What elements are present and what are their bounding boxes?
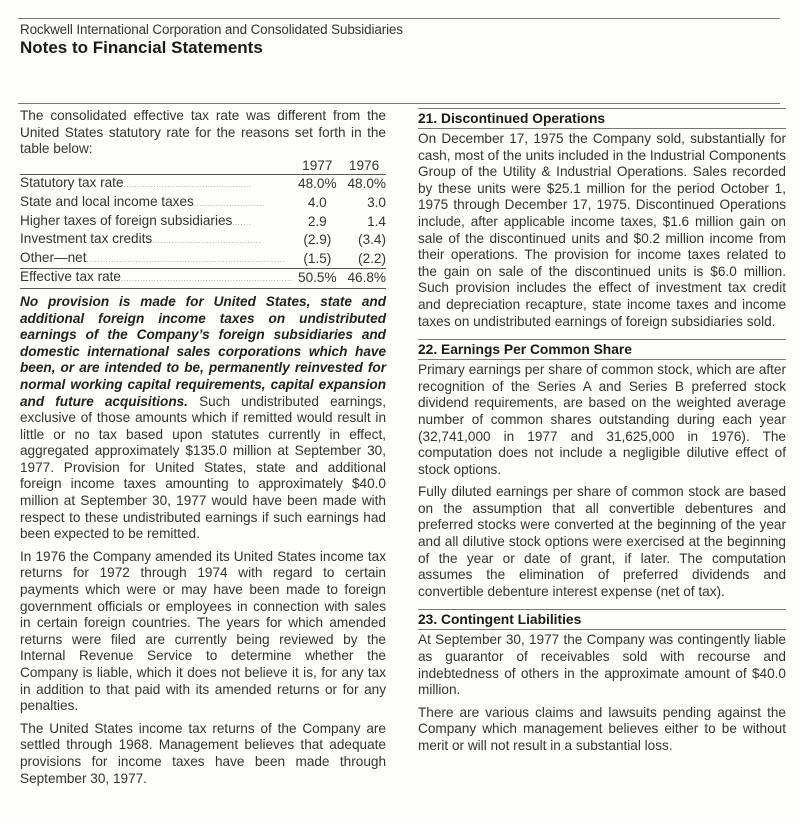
section-heading: 23. Contingent Liabilities bbox=[418, 609, 786, 630]
left-column bbox=[20, 108, 386, 793]
value-1977: (2.9) bbox=[303, 232, 332, 248]
note-22-earnings-per-share bbox=[418, 339, 786, 600]
row-label: State and local income taxes bbox=[20, 193, 194, 209]
table-row bbox=[20, 175, 386, 194]
page-title: Notes to Financial Statements bbox=[20, 38, 263, 57]
section-heading: 22. Earnings Per Common Share bbox=[418, 339, 786, 360]
section-paragraph: At September 30, 1977 the Company was contingently liable as guarantor of receivables sold with recourse and indebtedness of others in the approximate amount of $40.0 million. bbox=[418, 632, 786, 698]
leader-dots: ......................................................................... bbox=[86, 254, 286, 264]
value-1976: 3.0 bbox=[367, 194, 386, 210]
table-row bbox=[20, 213, 386, 232]
company-name: Rockwell International Corporation and Consolidated Subsidiaries bbox=[20, 22, 403, 37]
section-paragraph: Fully diluted earnings per share of common stock are based on the assumption that all convertible debentures and preferred stocks were converted at the beginning of the year and all dilutive stock options were exercised at the beginning of the year or date of grant, if later. The computation assumes the elimination of preferred dividends and convertible debenture interest expense (net of tax). bbox=[418, 484, 786, 599]
section-paragraph: There are various claims and lawsuits pending against the Company which management believes either to be without merit or will not result in a substantial loss. bbox=[418, 704, 786, 753]
header-label bbox=[20, 158, 293, 175]
total-1977: 50.5% bbox=[293, 269, 343, 289]
leader-dots: ............................................... bbox=[123, 180, 252, 190]
leader-dots: ....... bbox=[232, 217, 252, 227]
header-divider bbox=[18, 103, 780, 104]
tax-rate-table-wrap bbox=[20, 158, 386, 289]
row-label: Other—net bbox=[20, 249, 87, 265]
note-21-discontinued-operations bbox=[418, 108, 786, 330]
top-rule bbox=[18, 18, 780, 19]
value-1976: 1.4 bbox=[367, 213, 386, 229]
table-row bbox=[20, 250, 386, 269]
value-1977: 4.0 bbox=[307, 194, 327, 210]
leader-dots: ........................................ bbox=[152, 236, 262, 246]
row-label: Higher taxes of foreign subsidiaries bbox=[20, 212, 233, 228]
paragraph-rest: Such undistributed earnings, exclusive of those amounts which if remitted would result in little or no tax based upon statutes currently in effect, aggregated approximately $135.0 million at September 30, 1977. Provision for United States, state and additional foreign income taxes amounting to approximately $40.0 million at September 30, 1977 would have been made with respect to these undistributed earnings if such earnings had been expected to be remitted. bbox=[20, 393, 386, 542]
table-total-row bbox=[20, 269, 386, 289]
row-label: Statutory tax rate bbox=[20, 175, 124, 191]
amended-returns-paragraph: In 1976 the Company amended its United States income tax returns for 1972 through 1974 with regard to certain payments which were or may have been made to foreign government officials or employees in connection with sales in certain foreign countries. The years for which amended returns were filed are currently being reviewed by the Internal Revenue Service to determine whether the Company is liable, which it does not believe it is, for any tax in addition to that paid with its amended returns or for any penalties. bbox=[20, 548, 386, 714]
settled-returns-paragraph: The United States income tax returns of the Company are settled through 1968. Management believes that adequate provisions for income taxes have been made through September 30, 1977. bbox=[20, 720, 386, 786]
value-1977: 2.9 bbox=[307, 213, 327, 229]
section-heading: 21. Discontinued Operations bbox=[418, 108, 786, 129]
header-1977: 1977 bbox=[293, 158, 343, 175]
value-1976: (2.2) bbox=[358, 250, 386, 266]
value-1977: 48.0% bbox=[298, 176, 337, 192]
total-1976: 46.8% bbox=[342, 269, 386, 289]
italic-lead: No provision is made for United States, state and additional foreign income taxes on undistributed earnings of the Company’s foreign subsidiaries and domestic international sales corporations which have been, or are intended to be, permanently reinvested for normal working capital requirements, capital expansion and future acquisitions. bbox=[20, 293, 386, 409]
tax-rate-intro: The consolidated effective tax rate was different from the United States statutory rate for the reasons set forth in the table below: bbox=[20, 108, 386, 157]
row-label: Investment tax credits bbox=[20, 231, 153, 247]
header-1976: 1976 bbox=[342, 158, 386, 175]
value-1976: (3.4) bbox=[358, 232, 386, 248]
value-1976: 48.0% bbox=[347, 176, 386, 192]
tax-rate-table bbox=[20, 158, 386, 289]
table-row bbox=[20, 231, 386, 250]
value-1977: (1.5) bbox=[303, 250, 332, 266]
leader-dots: ............................................................... bbox=[121, 274, 293, 284]
total-label: Effective tax rate bbox=[20, 269, 121, 285]
note-23-contingent-liabilities bbox=[418, 609, 786, 754]
undistributed-earnings-paragraph bbox=[20, 294, 386, 543]
section-paragraph: On December 17, 1975 the Company sold, substantially for cash, most of the units included in the Industrial Components Group of the Utility & Industrial Operations. Sales recorded by these units were $25.1 million for the period October 1, 1975 through December 17, 1975. Discontinued Operations include, after applicable income taxes, $1.6 million gain on sale of the discontinued units and $0.2 million income from their operations. The provision for income taxes related to the gain on sale of the discontinued units is $6.0 million. Such provision includes the effect of investment tax credit and depreciation recapture, state income taxes and income taxes on undistributed earnings of foreign subsidiaries sold. bbox=[418, 131, 786, 329]
table-header-row bbox=[20, 158, 386, 175]
right-column bbox=[418, 108, 786, 764]
table-row bbox=[20, 194, 386, 213]
leader-dots: .......................... bbox=[193, 198, 265, 208]
section-paragraph: Primary earnings per share of common stock, which are after recognition of the Series A and Series B preferred stock dividend requirements, are based on the weighted average number of common shares outstanding during each year (32,741,000 in 1977 and 31,625,000 in 1976). The computation does not include a negligible dilutive effect of stock options. bbox=[418, 362, 786, 477]
